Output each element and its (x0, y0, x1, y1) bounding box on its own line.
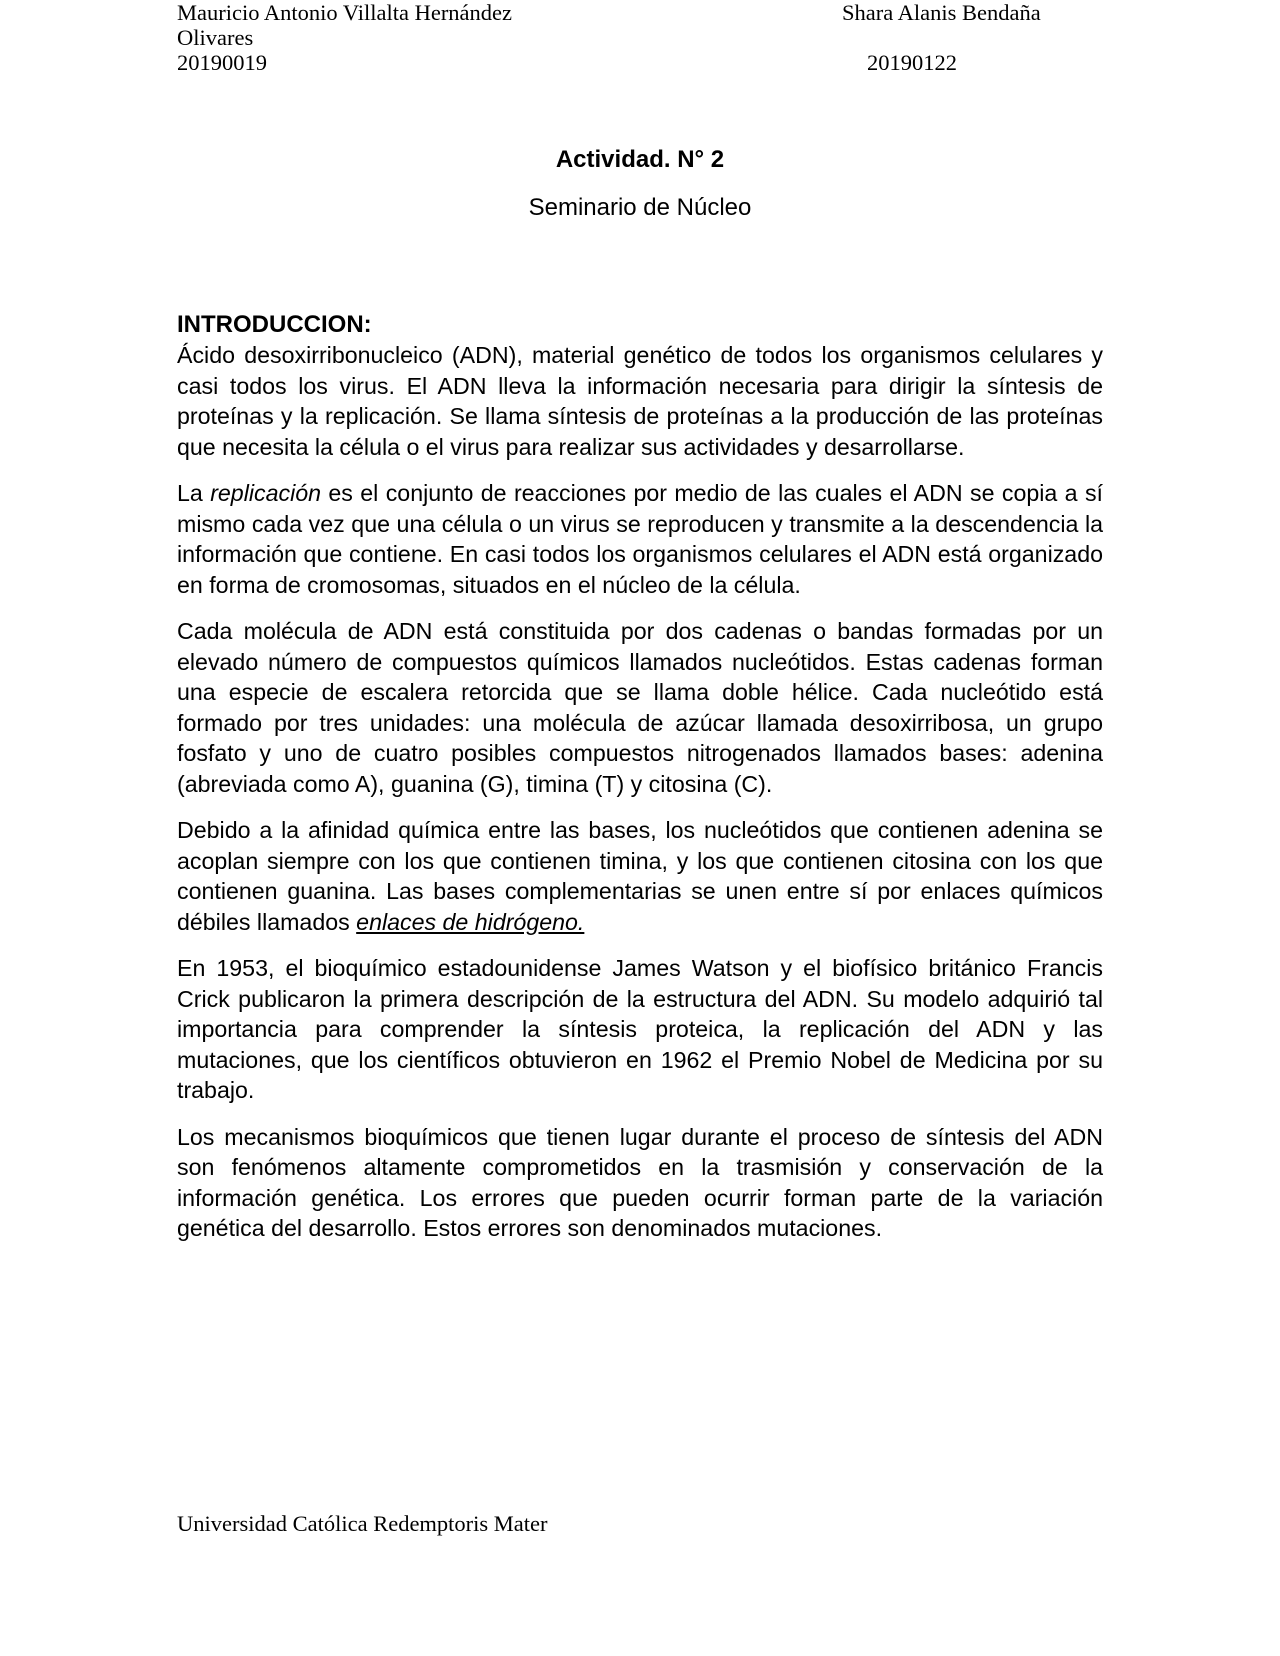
paragraph-6: Los mecanismos bioquímicos que tienen lugar durante el proceso de síntesis del ADN son fenómenos altamente comprometidos en la trasmisión y conservación de la información genética. Los errores que pueden ocurrir forman parte de la variación genética del desarrollo. Estos errores son denominados mutaciones. (177, 1123, 1103, 1241)
paragraph-2 (177, 478, 1103, 600)
document-subtitle: Seminario de Núcleo (528, 194, 752, 221)
paragraph-2-rest: es el conjunto de reacciones por medio de las cuales el ADN se copia a sí mismo cada vez que una célula o un virus se reproducen y transmite a la descendencia la información que contiene. En casi todos los organismos celulares el ADN está organizado en forma de cromosomas, situados en el núcleo de la célula. (177, 480, 1103, 598)
author-right-spacer (842, 25, 1057, 50)
paragraph-5: En 1953, el bioquímico estadounidense James Watson y el biofísico británico Francis Crick publicaron la primera descripción de la estructura del ADN. Su modelo adquirió tal importancia para comprender la síntesis proteica, la replicación del ADN y las mutaciones, que los científicos obtuvieron en 1962 el Premio Nobel de Medicina por su trabajo. (177, 955, 1103, 1103)
author-left-id: 20190019 (177, 50, 267, 75)
enlaces-hidrogeno-link[interactable]: enlaces de hidrógeno. (356, 908, 585, 935)
author-left (177, 0, 557, 75)
author-left-name-continued: Olivares (177, 25, 254, 50)
paragraph-4 (177, 815, 1103, 937)
intro-heading: INTRODUCCION: (177, 311, 372, 338)
author-right (842, 0, 1057, 75)
paragraph-2-start: La (177, 480, 211, 506)
replicacion-italic: replicación (210, 480, 322, 506)
page-footer: Universidad Católica Redemptoris Mater (177, 1511, 548, 1536)
document-body (177, 310, 1103, 1260)
author-left-name: Mauricio Antonio Villalta Hernández (177, 0, 513, 25)
author-right-id: 20190122 (867, 50, 957, 75)
paragraph-4-text: Debido a la afinidad química entre las bases, los nucleótidos que contienen adenina se acoplan siempre con los que contienen timina, y los que contienen citosina con los que contienen guanina. Las bases complementarias se unen entre sí por enlaces químicos débiles llamados (177, 817, 1103, 935)
document-title: Actividad. N° 2 (555, 146, 725, 173)
paragraph-1: Ácido desoxirribonucleico (ADN), material genético de todos los organismos celulares y casi todos los virus. El ADN lleva la información necesaria para dirigir la síntesis de proteínas y la replicación. Se llama síntesis de proteínas a la producción de las proteínas que necesita la célula o el virus para realizar sus actividades y desarrollarse. (177, 342, 1103, 460)
author-right-name: Shara Alanis Bendaña (842, 0, 1041, 25)
paragraph-3: Cada molécula de ADN está constituida por dos cadenas o bandas formadas por un elevado número de compuestos químicos llamados nucleótidos. Estas cadenas forman una especie de escalera retorcida que se llama doble hélice. Cada nucleótido está formado por tres unidades: una molécula de azúcar llamada desoxirribosa, un grupo fosfato y uno de cuatro posibles compuestos nitrogenados llamados bases: adenina (abreviada como A), guanina (G), timina (T) y citosina (C). (177, 618, 1103, 797)
